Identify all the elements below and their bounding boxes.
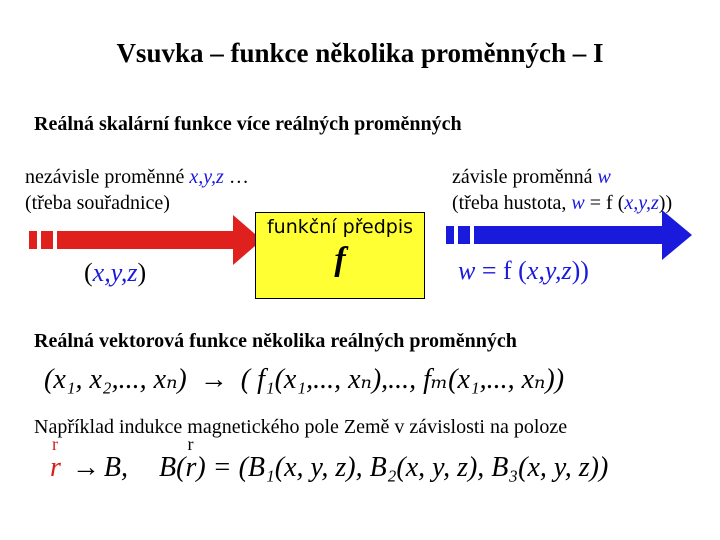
- dependent-example-vars: x,y,z: [624, 192, 659, 214]
- position-vector-arrow-icon: r: [52, 434, 58, 454]
- function-rule-box: [255, 212, 425, 299]
- red-arrow-dash-1: [29, 231, 37, 249]
- vector-formula-lhs: (x₁, x₂,..., xₙ): [44, 364, 187, 395]
- example-formula-arrow: →: [71, 452, 100, 483]
- position-vector-2-r: r: [185, 452, 197, 483]
- vector-formula-rhs: ( f₁(x₁,..., xₙ),..., fₘ(x₁,..., xₙ)): [240, 364, 565, 395]
- independent-ellipsis: …: [223, 166, 249, 188]
- vector-function-heading: Reálná vektorová funkce několika reálných proměnných: [34, 330, 517, 352]
- independent-tuple-vars: x,y,z: [92, 258, 138, 287]
- independent-text: nezávisle proměnné: [25, 166, 190, 188]
- dependent-formula-w: w: [458, 256, 476, 285]
- independent-example: (třeba souřadnice): [25, 192, 170, 214]
- blue-arrow-dash-2: [458, 226, 470, 244]
- position-vector-r: r: [50, 452, 61, 483]
- example-formula: [50, 434, 609, 484]
- example-formula-comma: ,: [121, 452, 129, 483]
- dependent-text: závisle proměnná: [452, 166, 598, 188]
- dependent-example-w: w: [571, 192, 585, 214]
- independent-tuple: (x,y,z): [84, 258, 147, 287]
- red-arrow-dash-2: [41, 231, 53, 249]
- dependent-var: w: [597, 166, 611, 188]
- dependent-formula: [458, 256, 589, 286]
- scalar-function-heading: Reálná skalární funkce více reálných proměnných: [34, 113, 462, 135]
- example-formula-B: B: [103, 452, 122, 483]
- independent-vars: x,y,z: [189, 166, 224, 188]
- function-rule-label: funkční předpis: [266, 216, 414, 238]
- position-vector-2: [185, 434, 197, 484]
- dependent-example-close: )): [658, 192, 673, 214]
- example-formula-Bfunc: B(: [159, 452, 186, 483]
- dependent-formula-vars: x,y,z: [526, 256, 572, 285]
- example-text: Například indukce magnetického pole Země v závislosti na poloze: [34, 416, 568, 438]
- blue-arrow: [446, 210, 692, 260]
- red-arrow-shaft: [57, 231, 235, 249]
- blue-arrow-dash-1: [446, 226, 454, 244]
- dependent-formula-close: )): [571, 256, 589, 285]
- blue-arrow-shaft: [474, 226, 664, 244]
- dependent-formula-eq: = f (: [475, 256, 527, 285]
- vector-formula-arrow: →: [199, 364, 228, 395]
- function-rule-symbol: f: [334, 241, 346, 278]
- dependent-example-eq: = f (: [584, 192, 625, 214]
- blue-arrow-head: [662, 210, 692, 260]
- position-vector-2-arrow-icon: r: [187, 434, 194, 454]
- page-title: Vsuvka – funkce několika proměnných – I: [116, 38, 604, 68]
- vector-function-formula: [44, 362, 564, 396]
- dependent-example-prefix: (třeba hustota,: [452, 192, 572, 214]
- example-formula-rest: ) = (B₁(x, y, z), B₂(x, y, z), B₃(x, y, z)): [196, 452, 609, 483]
- position-vector: [50, 434, 61, 484]
